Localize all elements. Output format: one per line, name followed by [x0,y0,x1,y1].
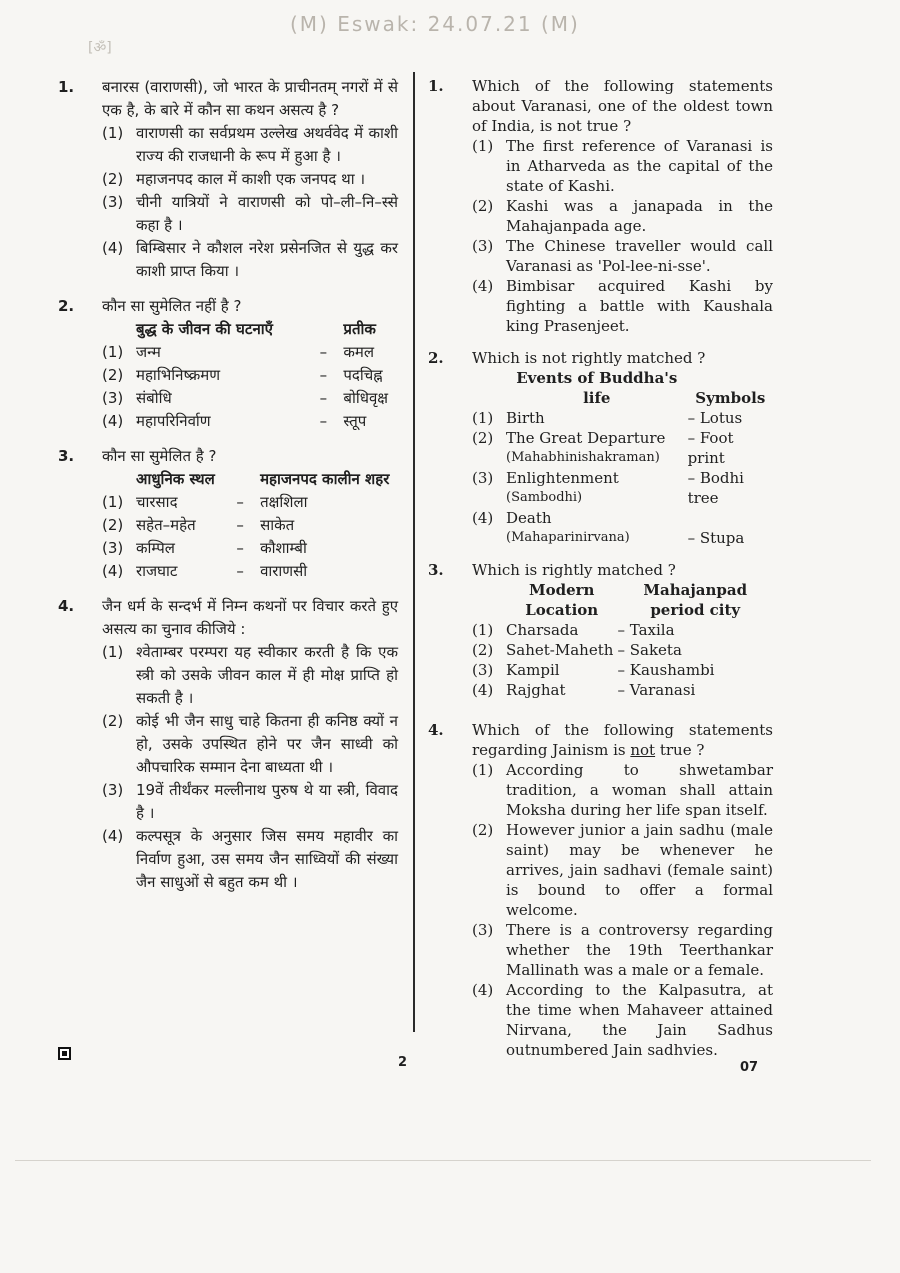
table-row [472,680,773,700]
match-table [472,368,773,548]
cell: – Bodhi tree [687,469,744,507]
cell: – Lotus [687,409,743,427]
option-number: (4) [472,981,494,999]
option-text: According to the Kalpasutra, at the time when Mahaveer attained Nirvana, the Jain Sadhus outnumbered Jain sadhvies. [506,981,773,1059]
column-header: महाजनपद कालीन शहर [260,470,390,488]
stem-text: Which of the following statements regarding Jainism is [472,721,773,759]
option [472,980,773,1060]
header-handwriting: (M) Eswak: 24.07.21 (M) [290,12,580,36]
column-header: Events of Buddha's life [516,369,678,407]
booklet-code: 07 [740,1060,759,1075]
option-number: (3) [102,781,124,799]
table-row [472,428,773,468]
cell: – Foot print [687,429,734,467]
table-row: (1) जन्म – कमल [102,341,398,364]
option-number: (4) [472,681,494,699]
question-stem: Which is not rightly matched ? [472,349,706,367]
cell: संबोधि [136,389,172,407]
column-header: बुद्ध के जीवन की घटनाएँ [136,320,273,338]
table-row [472,620,773,640]
match-table [472,580,773,700]
option-number: (3) [102,193,124,211]
english-question-1 [428,76,773,336]
table-row: (2) महाभिनिष्क्रमण – पदचिह्न [102,364,398,387]
option [102,779,398,825]
cell: Charsada [506,621,579,639]
option-number: (2) [102,516,124,534]
table-row: (4) महापरिनिर्वाण – स्तूप [102,410,398,433]
corner-handwriting: [ॐ] [88,40,112,56]
question-number: 2. [58,297,75,315]
cell: कम्पिल [136,539,175,557]
option-number: (2) [472,197,494,215]
cell: – Saketa [617,641,682,659]
question-stem: कौन सा सुमेलित है ? [102,447,217,465]
column-header: आधुनिक स्थल [136,470,215,488]
cell: स्तूप [343,412,367,430]
cell: – Varanasi [617,681,696,699]
option [472,136,773,196]
question-number: 3. [58,447,75,465]
cell: जन्म [136,343,161,361]
option-number: (2) [102,366,124,384]
page-number: 2 [398,1055,408,1070]
cell: Kampil [506,661,560,679]
option-number: (1) [472,621,494,639]
option [102,122,398,168]
table-row: (3) संबोधि – बोधिवृक्ष [102,387,398,410]
option-number: (1) [102,343,124,361]
question-stem: Which of the following statements about Varanasi, one of the oldest town of India, is not true ? [472,77,773,135]
table-row [472,408,773,428]
option-number: (1) [472,409,494,427]
cell: Rajghat [506,681,566,699]
table-row: (4) राजघाट – वाराणसी [102,560,398,583]
option-number: (2) [472,429,494,447]
question-number: 4. [58,597,75,615]
option [102,168,398,191]
option [472,236,773,276]
option-number: (4) [102,827,124,845]
english-column [428,76,773,1072]
match-table [102,318,398,433]
hindi-question-2 [58,295,398,433]
option-number: (4) [472,277,494,295]
english-question-2 [428,348,773,548]
option-text: According to shwetambar tradition, a woman shall attain Moksha during her life span itself. [506,761,773,819]
option-text: बिम्बिसार ने कौशल नरेश प्रसेनजित से युद्ध कर काशी प्राप्त किया । [136,239,398,280]
question-stem: Which is rightly matched ? [472,561,676,579]
option-number: (3) [472,661,494,679]
option-number: (3) [102,389,124,407]
option-number: (2) [472,641,494,659]
option [102,825,398,894]
cell-sub: (Mahaparinirvana) [506,530,630,545]
cell: – Stupa [687,529,745,547]
option [472,920,773,980]
cell: कमल [343,343,375,361]
option [102,191,398,237]
table-row [472,660,773,680]
cell: महाभिनिष्क्रमण [136,366,221,384]
cell: साकेत [260,516,295,534]
option-number: (1) [472,137,494,155]
table-row: (2) सहेत–महेत – साकेत [102,514,398,537]
page-edge-line [15,1160,871,1161]
cell: – Kaushambi [617,661,715,679]
question-number: 3. [428,561,444,579]
cell: बोधिवृक्ष [343,389,389,407]
option-number: (4) [102,239,124,257]
question-stem: जैन धर्म के सन्दर्भ में निम्न कथनों पर विचार करते हुए असत्य का चुनाव कीजिये : [102,597,398,638]
cell-sub: (Mahabhinishakraman) [506,450,660,465]
column-divider [413,72,415,1032]
cell-sub: (Sambodhi) [506,490,583,505]
option [472,820,773,920]
footer-square-marker [58,1047,71,1060]
question-number: 4. [428,721,444,739]
table-row [472,468,773,508]
cell: Birth [506,409,545,427]
option-number: (1) [102,643,124,661]
option-number: (1) [472,761,494,779]
cell: तक्षशिला [260,493,308,511]
option-text: कल्पसूत्र के अनुसार जिस समय महावीर का निर्वाण हुआ, उस समय जैन साध्वियों की संख्या जैन साधुओं से बहुत कम थी । [136,827,398,891]
option-number: (3) [102,539,124,557]
cell: – Taxila [617,621,675,639]
option-number: (3) [472,237,494,255]
option-text: There is a controversy regarding whether the 19th Teerthankar Mallinath was a male or a female. [506,921,773,979]
table-row: (1) चारसाद – तक्षशिला [102,491,398,514]
option-number: (4) [472,509,494,527]
hindi-question-4 [58,595,398,894]
english-question-3 [428,560,773,700]
cell: पदचिह्न [343,366,383,384]
option-number: (4) [102,412,124,430]
table-row [472,508,773,548]
stem-text: true ? [655,741,705,759]
option-text: The Chinese traveller would call Varanasi as 'Pol-lee-ni-sse'. [506,237,773,275]
option-text: Bimbisar acquired Kashi by fighting a battle with Kaushala king Prasenjeet. [506,277,773,335]
question-number: 1. [428,77,444,95]
option-number: (3) [472,921,494,939]
option-text: महाजनपद काल में काशी एक जनपद था । [136,170,366,188]
table-row [472,640,773,660]
question-stem [472,720,773,760]
hindi-question-3 [58,445,398,583]
option-text: 19वें तीर्थंकर मल्लीनाथ पुरुष थे या स्त्री, विवाद है । [136,781,398,822]
cell: कौशाम्बी [260,539,307,557]
cell: चारसाद [136,493,178,511]
cell: राजघाट [136,562,178,580]
cell: सहेत–महेत [136,516,196,534]
option-number: (4) [102,562,124,580]
option-text: The first reference of Varanasi is in Atharveda as the capital of the state of Kashi. [506,137,773,195]
option-number: (2) [102,170,124,188]
table-row: (3) कम्पिल – कौशाम्बी [102,537,398,560]
option-number: (1) [102,493,124,511]
cell: The Great Departure [506,429,666,447]
option-text: कोई भी जैन साधु चाहे कितना ही कनिष्ठ क्यों न हो, उसके उपस्थित होने पर जैन साध्वी को औपचारिक सम्मान देना बाध्यता थी । [136,712,398,776]
column-header: Mahajanpad period city [643,581,748,619]
option [102,641,398,710]
question-stem: कौन सा सुमेलित नहीं है ? [102,297,242,315]
question-stem: बनारस (वाराणसी), जो भारत के प्राचीनतम् नगरों में से एक है, के बारे में कौन सा कथन असत्य है ? [102,78,398,119]
hindi-column [58,76,398,906]
option-text: Kashi was a janapada in the Mahajanpada age. [506,197,773,235]
option [472,760,773,820]
cell: Enlightenment [506,469,619,487]
option-text: चीनी यात्रियों ने वाराणसी को पो–ली–नि–स्से कहा है । [136,193,398,234]
option-number: (2) [102,712,124,730]
option-text: वाराणसी का सर्वप्रथम उल्लेख अथर्ववेद में काशी राज्य की राजधानी के रूप में हुआ है । [136,124,398,165]
option [472,276,773,336]
column-header: प्रतीक [343,320,376,338]
question-number: 2. [428,349,444,367]
option-number: (2) [472,821,494,839]
option [102,710,398,779]
column-header: Symbols [695,389,766,407]
hindi-question-1 [58,76,398,283]
option-text: However junior a jain sadhu (male saint) may be whenever he arrives, jain sadhavi (female saint) is bound to offer a formal welcome. [506,821,773,919]
stem-emphasis: not [630,741,656,759]
english-question-4 [428,720,773,1060]
cell: Sahet-Maheth [506,641,614,659]
option-text: श्वेताम्बर परम्परा यह स्वीकार करती है कि एक स्त्री को उसके जीवन काल में ही मोक्ष प्राप्ति हो सकती है । [136,643,398,707]
cell: Death [506,509,552,527]
option-number: (3) [472,469,494,487]
option [102,237,398,283]
cell: वाराणसी [260,562,308,580]
question-number: 1. [58,78,75,96]
option [472,196,773,236]
column-header: Modern Location [525,581,599,619]
option-number: (1) [102,124,124,142]
cell: महापरिनिर्वाण [136,412,211,430]
match-table [102,468,398,583]
